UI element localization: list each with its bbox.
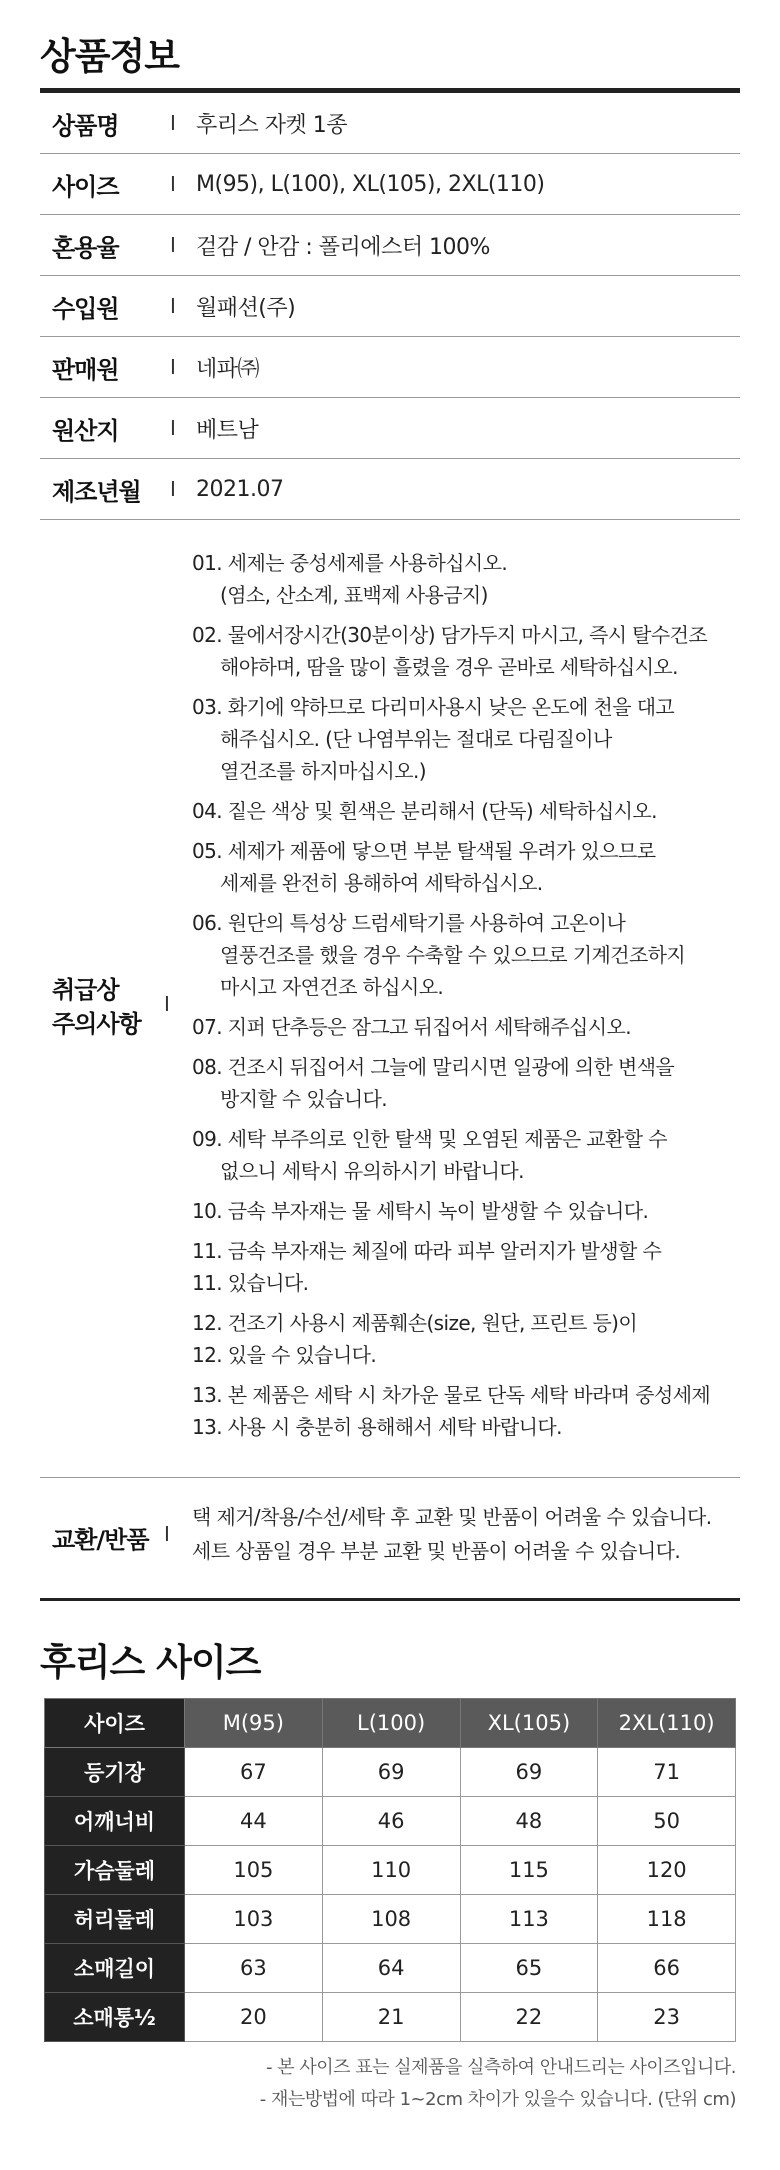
separator: I [164, 1522, 170, 1546]
care-item-line: 방지할 수 있습니다. [220, 1087, 388, 1111]
separator: I [170, 355, 176, 379]
separator: I [170, 477, 176, 501]
info-row-size [40, 154, 740, 215]
care-item [192, 1379, 732, 1443]
size-column-header: L(100) [322, 1699, 460, 1748]
separator: I [170, 416, 176, 440]
care-item-line: 13. 사용 시 충분히 용해해서 세탁 바랍니다. [192, 1415, 562, 1439]
info-label: 상품명 [52, 111, 119, 140]
care-item-line: 09. 세탁 부주의로 인한 탈색 및 오염된 제품은 교환할 수 [192, 1127, 667, 1151]
size-cell: 108 [322, 1895, 460, 1944]
care-item [192, 795, 732, 827]
size-cell: 69 [460, 1748, 598, 1797]
product-info-title: 상품정보 [40, 35, 179, 78]
care-item-line: 04. 짙은 색상 및 흰색은 분리해서 (단독) 세탁하십시오. [192, 799, 657, 823]
separator: I [170, 294, 176, 318]
size-row-label: 등기장 [45, 1748, 185, 1797]
info-row-material [40, 215, 740, 276]
size-row-label: 허리둘레 [45, 1895, 185, 1944]
info-row-importer [40, 276, 740, 337]
size-row-label: 소매길이 [45, 1944, 185, 1993]
care-item-line: 해야하며, 땀을 많이 흘렸을 경우 곧바로 세탁하십시오. [220, 655, 678, 679]
size-cell: 105 [185, 1846, 323, 1895]
care-item-line: 해주십시오. (단 나염부위는 절대로 다림질이나 [220, 727, 612, 751]
info-value: 겉감 / 안감 : 폴리에스터 100% [196, 234, 490, 260]
care-item-line: 01. 세제는 중성세제를 사용하십시오. [192, 551, 508, 575]
care-item-line: 03. 화기에 약하므로 다리미사용시 낮은 온도에 천을 대고 [192, 695, 675, 719]
care-item-line: 없으니 세탁시 유의하시기 바랍니다. [220, 1159, 524, 1183]
care-item-line: 13. 본 제품은 세탁 시 차가운 물로 단독 세탁 바라며 중성세제 [192, 1383, 711, 1407]
size-cell: 67 [185, 1748, 323, 1797]
size-row-label: 어깨너비 [45, 1797, 185, 1846]
care-item [192, 1307, 732, 1371]
size-table-row [45, 1895, 736, 1944]
size-cell: 66 [598, 1944, 736, 1993]
size-table-row [45, 1944, 736, 1993]
exchange-return-row [40, 1478, 740, 1598]
care-item [192, 547, 732, 611]
size-cell: 20 [185, 1993, 323, 2042]
info-row-product-name [40, 93, 740, 154]
care-label-line: 취급상 [52, 976, 119, 1004]
separator: I [170, 172, 176, 196]
size-cell: 118 [598, 1895, 736, 1944]
exchange-label: 교환/반품 [52, 1526, 149, 1554]
size-column-header: 2XL(110) [598, 1699, 736, 1748]
info-value: 네파㈜ [196, 356, 260, 382]
size-column-header: XL(105) [460, 1699, 598, 1748]
size-table [44, 1698, 736, 2042]
size-table-row [45, 1846, 736, 1895]
care-item-line: 02. 물에서장시간(30분이상) 담가두지 마시고, 즉시 탈수건조 [192, 623, 708, 647]
size-cell: 65 [460, 1944, 598, 1993]
care-item-line: 05. 세제가 제품에 닿으면 부분 탈색될 우려가 있으므로 [192, 839, 656, 863]
care-item-line: 11. 금속 부자재는 체질에 따라 피부 알러지가 발생할 수 [192, 1239, 662, 1263]
care-label-line: 주의사항 [52, 1010, 141, 1038]
info-value: 베트남 [196, 417, 259, 443]
separator: I [170, 233, 176, 257]
size-cell: 71 [598, 1748, 736, 1797]
info-value: 2021.07 [196, 476, 284, 502]
size-cell: 110 [322, 1846, 460, 1895]
info-label: 혼용율 [52, 233, 119, 262]
size-cell: 46 [322, 1797, 460, 1846]
care-item [192, 1235, 732, 1299]
info-label: 원산지 [52, 416, 119, 445]
size-cell: 22 [460, 1993, 598, 2042]
care-instructions [40, 527, 740, 1478]
bottom-divider [40, 1598, 740, 1601]
info-label: 수입원 [52, 294, 119, 323]
separator: I [170, 111, 176, 135]
size-cell: 120 [598, 1846, 736, 1895]
size-cell: 115 [460, 1846, 598, 1895]
size-cell: 63 [185, 1944, 323, 1993]
info-row-manufacture-date [40, 459, 740, 520]
care-item-line: 세제를 완전히 용해하여 세탁하십시오. [220, 871, 543, 895]
care-item [192, 1123, 732, 1187]
care-item [192, 619, 732, 683]
info-label: 제조년월 [52, 477, 141, 506]
exchange-line: 세트 상품일 경우 부분 교환 및 반품이 어려울 수 있습니다. [192, 1539, 681, 1563]
size-cell: 103 [185, 1895, 323, 1944]
exchange-line: 택 제거/착용/수선/세탁 후 교환 및 반품이 어려울 수 있습니다. [192, 1505, 712, 1529]
care-item-line: 08. 건조시 뒤집어서 그늘에 말리시면 일광에 의한 변색을 [192, 1055, 675, 1079]
info-value: 월패션(주) [196, 295, 296, 321]
size-cell: 64 [322, 1944, 460, 1993]
info-label: 사이즈 [52, 172, 119, 201]
size-cell: 21 [322, 1993, 460, 2042]
size-cell: 69 [322, 1748, 460, 1797]
care-item-line: 06. 원단의 특성상 드럼세탁기를 사용하여 고온이나 [192, 911, 626, 935]
care-item-line: 07. 지퍼 단추등은 잠그고 뒤집어서 세탁해주십시오. [192, 1015, 631, 1039]
size-chart-title: 후리스 사이즈 [40, 1641, 261, 1684]
size-cell: 44 [185, 1797, 323, 1846]
size-note: - 본 사이즈 표는 실제품을 실측하여 안내드리는 사이즈입니다. [266, 2057, 736, 2078]
size-cell: 48 [460, 1797, 598, 1846]
care-item [192, 835, 732, 899]
exchange-text [192, 1500, 712, 1568]
care-item-line: 열풍건조를 했을 경우 수축할 수 있으므로 기계건조하지 [220, 943, 686, 967]
size-table-corner: 사이즈 [45, 1699, 185, 1748]
info-row-seller [40, 337, 740, 398]
care-item [192, 907, 732, 1003]
care-item-line: 마시고 자연건조 하십시오. [220, 975, 444, 999]
size-row-label: 가슴둘레 [45, 1846, 185, 1895]
size-cell: 23 [598, 1993, 736, 2042]
info-row-origin [40, 398, 740, 459]
care-item [192, 1195, 732, 1227]
care-label [52, 973, 141, 1041]
size-notes [260, 2052, 736, 2116]
size-cell: 50 [598, 1797, 736, 1846]
care-item-line: 12. 건조기 사용시 제품훼손(size, 원단, 프린트 등)이 [192, 1311, 638, 1335]
size-column-header: M(95) [185, 1699, 323, 1748]
size-table-row [45, 1748, 736, 1797]
care-item [192, 1051, 732, 1115]
care-item-line: 11. 있습니다. [192, 1271, 309, 1295]
care-item-line: 12. 있을 수 있습니다. [192, 1343, 377, 1367]
info-label: 판매원 [52, 355, 119, 384]
care-item [192, 1011, 732, 1043]
care-item-line: 10. 금속 부자재는 물 세탁시 녹이 발생할 수 있습니다. [192, 1199, 649, 1223]
care-item-line: 열건조를 하지마십시오.) [220, 759, 426, 783]
size-table-row [45, 1993, 736, 2042]
size-table-row [45, 1797, 736, 1846]
size-note: - 재는방법에 따라 1~2cm 차이가 있을수 있습니다. (단위 cm) [259, 2089, 736, 2110]
size-row-label: 소매통½ [45, 1993, 185, 2042]
info-value: M(95), L(100), XL(105), 2XL(110) [196, 171, 545, 197]
care-list [192, 547, 732, 1451]
care-item-line: (염소, 산소계, 표백제 사용금지) [220, 583, 488, 607]
info-value: 후리스 자켓 1종 [196, 112, 347, 138]
care-item [192, 691, 732, 787]
separator: I [164, 992, 170, 1016]
size-cell: 113 [460, 1895, 598, 1944]
size-table-header-row [45, 1699, 736, 1748]
